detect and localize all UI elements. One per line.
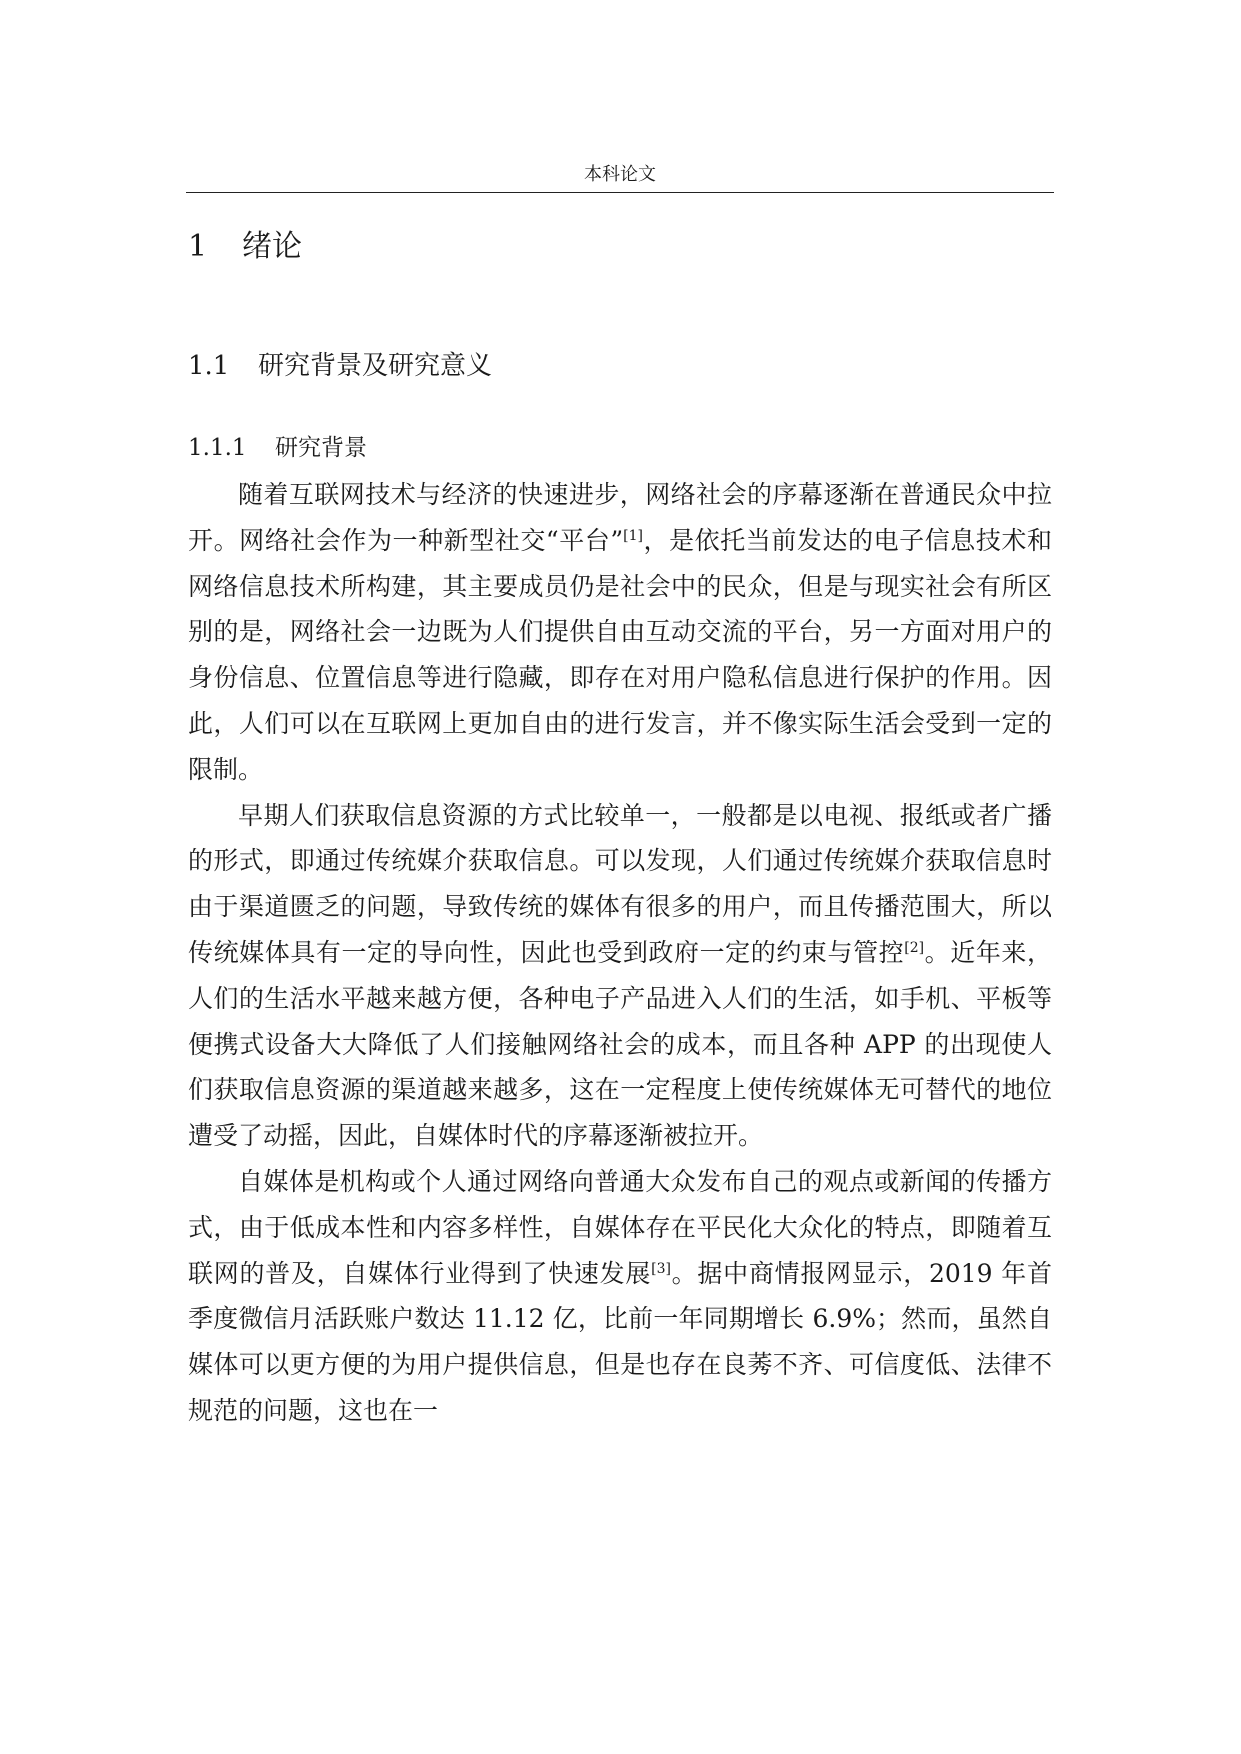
- chapter-title: 绪论: [242, 229, 302, 264]
- citation-1: [1]: [623, 527, 643, 544]
- citation-2: [2]: [904, 939, 925, 956]
- paragraph-3-text-a: 自媒体是机构或个人通过网络向普通大众发布自己的观点或新闻的传播方式，由于低成本性和内容多样性，自媒体存在平民化大众化的特点，即随着互联网的普及，自媒体行业得到了快速发展: [188, 1166, 1052, 1288]
- paragraph-3-text-b: 。据中商情报网显示，2019 年首季度微信月活跃账户数达 11.12 亿，比前一年同期增长 6.9%；然而，虽然自媒体可以更方便的为用户提供信息，但是也存在良莠不齐、可信度低、法律不规范的问题，这也在一: [188, 1258, 1052, 1425]
- paragraph-2: [188, 793, 1052, 1159]
- section-number: 1.1: [188, 351, 230, 381]
- subsection-title: 研究背景: [275, 435, 367, 461]
- chapter-number: 1: [188, 229, 208, 264]
- header-rule: [186, 192, 1054, 193]
- citation-3: [3]: [651, 1260, 671, 1277]
- section-title: 研究背景及研究意义: [258, 351, 493, 381]
- chapter-heading: [188, 224, 302, 270]
- running-header: 本科论文: [584, 164, 656, 185]
- subsection-heading: [188, 429, 367, 467]
- paragraph-2-text-a: 早期人们获取信息资源的方式比较单一，一般都是以电视、报纸或者广播的形式，即通过传统媒介获取信息。可以发现，人们通过传统媒介获取信息时由于渠道匮乏的问题，导致传统的媒体有很多的用户，而且传播范围大，所以传统媒体具有一定的导向性，因此也受到政府一定的约束与管控: [188, 800, 1052, 967]
- body-text: [188, 472, 1052, 1434]
- section-heading: [188, 346, 492, 386]
- paragraph-1-text-b: ，是依托当前发达的电子信息技术和网络信息技术所构建，其主要成员仍是社会中的民众，但是与现实社会有所区别的是，网络社会一边既为人们提供自由互动交流的平台，另一方面对用户的身份信息、位置信息等进行隐藏，即存在对用户隐私信息进行保护的作用。因此，人们可以在互联网上更加自由的进行发言，并不像实际生活会受到一定的限制。: [188, 525, 1052, 784]
- paragraph-3: [188, 1159, 1052, 1434]
- subsection-number: 1.1.1: [188, 435, 247, 461]
- paragraph-1: [188, 472, 1052, 793]
- paragraph-2-text-b: 。近年来，人们的生活水平越来越方便，各种电子产品进入人们的生活，如手机、平板等便携式设备大大降低了人们接触网络社会的成本，而且各种 APP 的出现使人们获取信息资源的渠道越来越多，这在一定程度上使传统媒体无可替代的地位遭受了动摇，因此，自媒体时代的序幕逐渐被拉开。: [188, 937, 1052, 1151]
- paragraph-1-text-a: 随着互联网技术与经济的快速进步，网络社会的序幕逐渐在普通民众中拉开。网络社会作为一种新型社交“平台”: [188, 480, 1052, 555]
